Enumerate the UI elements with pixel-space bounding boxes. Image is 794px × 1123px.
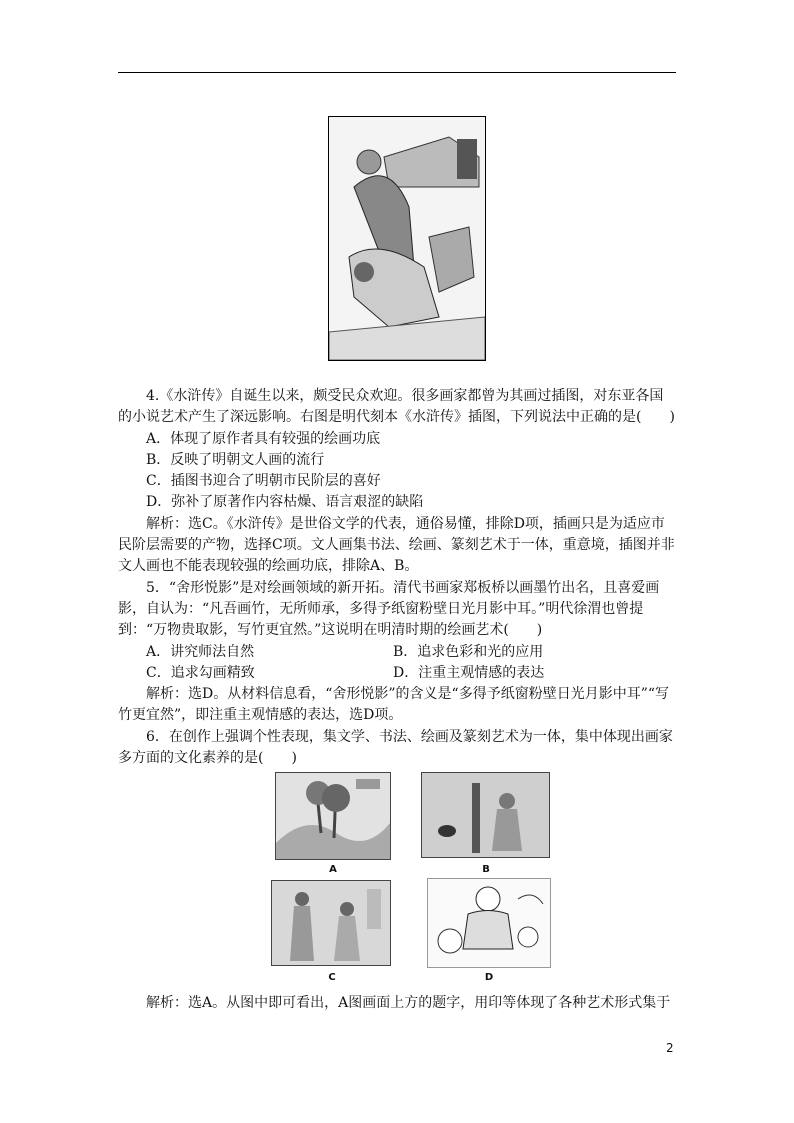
- figure-b-lady: [421, 772, 550, 858]
- portrait-painting-icon: [272, 881, 390, 965]
- q4-analysis: 解析：选C。《水浒传》是世俗文学的代表，通俗易懂，排除D项，插画只是为适应市民阶层需要的产物，选择C项。文人画集书法、绘画、篆刻艺术于一体，重意境，插图并非文人画也不能表现较强的绘画功底，排除A、B。: [118, 515, 675, 575]
- figure-painting-icon: [422, 773, 549, 857]
- header-rule: [118, 72, 676, 73]
- q4-option-d: D．弥补了原著作内容枯燥、语言艰涩的缺陷: [146, 494, 424, 511]
- figure-c-figures: [271, 880, 391, 966]
- figure-c-label: C: [328, 972, 336, 983]
- q5-options-row-1: [118, 642, 676, 663]
- figure-b-label: B: [482, 864, 490, 875]
- question-block: [118, 386, 676, 769]
- landscape-painting-icon: [276, 773, 390, 859]
- q6-analysis-block: [118, 993, 676, 1014]
- q4-stem: 4.《水浒传》自诞生以来，颇受民众欢迎。很多画家都曾为其画过插图，对东亚各国的小说艺术产生了深远影响。右图是明代刻本《水浒传》插图，下列说法中正确的是( ): [118, 388, 675, 426]
- q6-stem: 6．在创作上强调个性表现，集文学、书法、绘画及篆刻艺术为一体，集中体现出画家多方面的文化素养的是( ): [118, 728, 673, 767]
- q5-options-row-2: [118, 663, 676, 684]
- q5-stem: 5．“舍形悦影”是对绘画领域的新开拓。清代书画家郑板桥以画墨竹出名，且喜爱画影，自认为：“凡吾画竹，无所师承，多得予纸窗粉壁日光月影中耳。”明代徐渭也曾提到：“万物贵取影，写竹更宜然。”这说明在明清时期的绘画艺术( ): [118, 579, 660, 639]
- q5-analysis: 解析：选D。从材料信息看，“舍形悦影”的含义是“多得予纸窗粉壁日光月影中耳”“写竹更宜然”，即注重主观情感的表达，选D项。: [118, 686, 670, 724]
- q4-option-a: A．体现了原作者具有较强的绘画功底: [146, 430, 381, 447]
- q5-option-c: C．追求勾画精致: [146, 664, 255, 681]
- q5-option-d: D．注重主观情感的表达: [393, 664, 545, 681]
- q5-option-b: B．追求色彩和光的应用: [393, 643, 544, 660]
- page-number: 2: [666, 1041, 674, 1055]
- figure-d-child: [427, 878, 551, 968]
- q4-option-b: B．反映了明朝文人画的流行: [146, 451, 325, 468]
- q6-analysis: 解析：选A。从图中即可看出，A图画面上方的题字，用印等体现了各种艺术形式集于: [146, 995, 671, 1011]
- q5-option-a: A．讲究师法自然: [146, 643, 255, 660]
- figure-a-landscape: [275, 772, 391, 860]
- figure-d-label: D: [484, 972, 494, 983]
- shuihu-illustration: [328, 116, 486, 361]
- woodcut-figure-icon: [329, 117, 485, 360]
- folk-print-icon: [428, 879, 550, 967]
- q4-option-c: C．插图书迎合了明朝市民阶层的喜好: [146, 473, 381, 490]
- figure-a-label: A: [329, 864, 337, 875]
